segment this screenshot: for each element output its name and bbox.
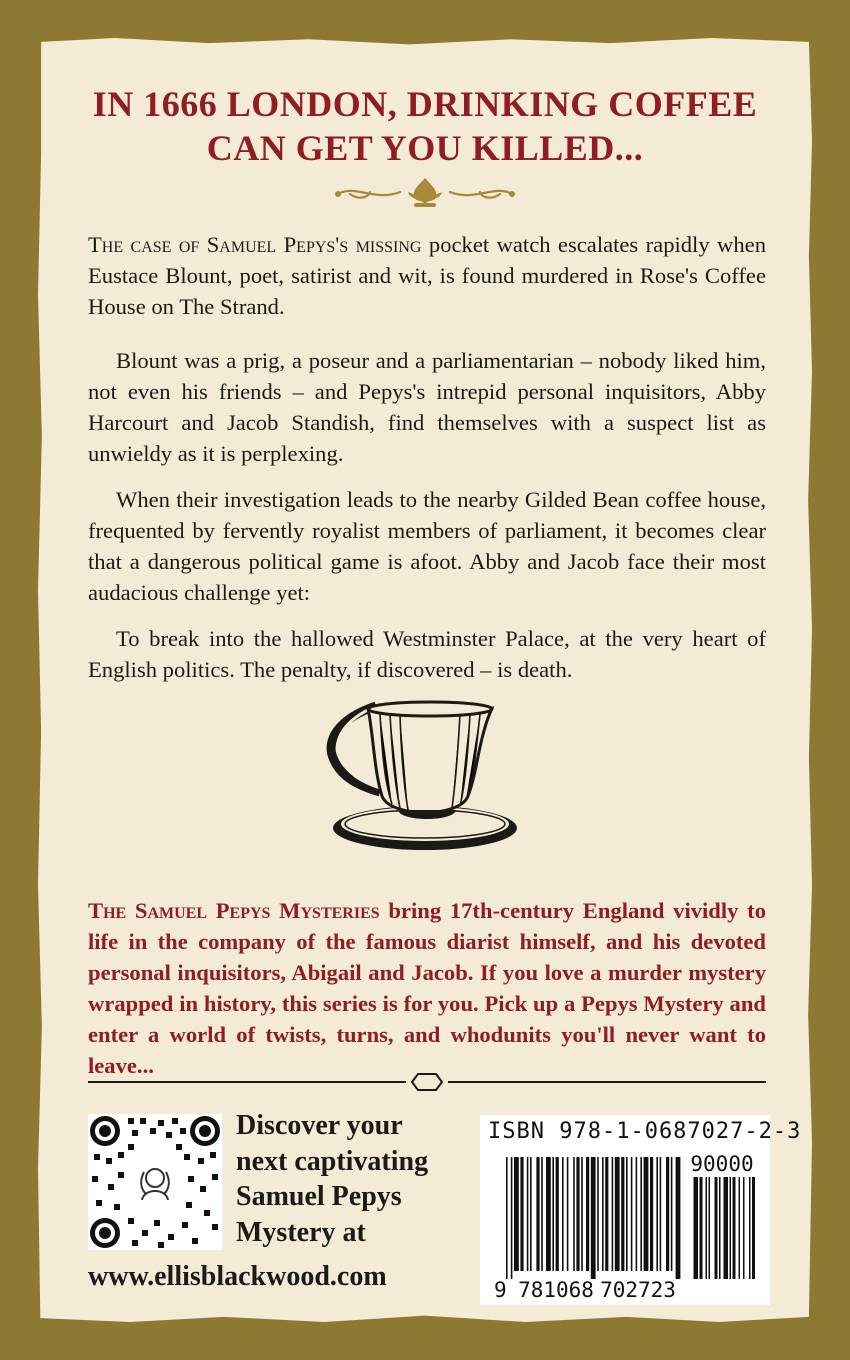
promo-line-1: Discover your <box>236 1110 403 1141</box>
blurb-paragraph-1-text: pocket watch escalates rapidly when Eustace Blount, poet, satirist and wit, is found murdered in Rose's Coffee House on The Strand. <box>88 232 766 319</box>
barcode-bar <box>546 1157 551 1271</box>
flourish-ornament-icon <box>330 172 520 212</box>
series-paragraph-text: bring 17th-century England vividly to life in the company of the famous diarist himself, and his devoted personal inquisitors, Abigail and Jacob. If you love a murder mystery wrapped in history, this series is for you. Pick up a Pepys Mystery and enter a world of twists, turns, and whodunits you'll never want to leave... <box>88 898 766 1078</box>
barcode-bar <box>530 1157 532 1271</box>
addon-bar <box>700 1177 703 1279</box>
blurb-paragraph-2: Blount was a prig, a poseur and a parliamentarian – nobody liked him, not even his friends – and Pepys's intrepid personal inquisitors, Abby Harcourt and Jacob Standish, find themselves with a suspect list as unwieldy as it is perplexing. <box>88 348 766 466</box>
promo-text <box>236 1108 466 1250</box>
barcode-bar <box>562 1157 564 1271</box>
addon-bar <box>724 1177 729 1279</box>
qr-code-icon <box>88 1114 222 1250</box>
barcode-bar <box>656 1157 658 1271</box>
barcode-bar <box>650 1157 653 1271</box>
promo-line-4: Mystery at <box>236 1216 366 1248</box>
addon-bar <box>709 1177 711 1279</box>
blurb-paragraph-4: To break into the hallowed Westminster Palace, at the very heart of English politics. The penalty, if discovered – is death. <box>88 626 766 682</box>
addon-bar <box>749 1177 751 1279</box>
promo-line-3: Samuel Pepys <box>236 1181 402 1212</box>
blurb-lead-smallcaps: The case of Samuel Pepys's missing <box>88 232 422 257</box>
barcode-bar <box>621 1157 624 1271</box>
barcode-bar <box>514 1157 519 1271</box>
barcode-bar <box>567 1157 569 1271</box>
addon-bar <box>706 1177 708 1279</box>
barcode-bar <box>511 1157 513 1279</box>
barcode-bar <box>573 1157 575 1271</box>
ean-barcode-bars <box>506 1157 680 1279</box>
barcode-right-digits: 702723 <box>600 1278 676 1301</box>
blurb-paragraph-1 <box>88 229 766 322</box>
barcode-bar <box>591 1157 596 1279</box>
barcode-panel <box>480 1115 802 1305</box>
website-link[interactable]: www.ellisblackwood.com <box>88 1261 387 1292</box>
barcode-bar <box>520 1157 523 1271</box>
barcode-bar <box>597 1157 599 1271</box>
barcode-bar <box>615 1157 620 1271</box>
barcode-bar <box>631 1157 633 1271</box>
barcode-bar <box>644 1157 649 1271</box>
barcode-bar <box>536 1157 539 1271</box>
addon-bar <box>739 1177 741 1279</box>
barcode-bar <box>506 1157 508 1279</box>
addon-bar <box>715 1177 718 1279</box>
barcode-bar <box>602 1157 604 1271</box>
headline-line-1: IN 1666 LONDON, DRINKING COFFEE <box>92 84 758 124</box>
price-code: 90000 <box>690 1153 754 1176</box>
isbn-label: ISBN 978-1-0687027-2-3 <box>488 1119 802 1144</box>
addon-bar <box>719 1177 721 1279</box>
headline-line-2: CAN GET YOU KILLED... <box>206 128 644 168</box>
series-title-smallcaps: The Samuel Pepys Mysteries <box>88 898 380 923</box>
addon-bar <box>743 1177 745 1279</box>
barcode-bar <box>552 1157 554 1271</box>
barcode-bar <box>605 1157 608 1271</box>
addon-bar <box>694 1177 699 1279</box>
barcode-bar <box>671 1157 673 1271</box>
barcode-bar <box>640 1157 642 1271</box>
addon-bar <box>730 1177 732 1279</box>
coffee-cup-illustration <box>320 700 520 860</box>
barcode-bar <box>626 1157 628 1271</box>
barcode-bar <box>541 1157 543 1271</box>
blurb-paragraph-3: When their investigation leads to the nearby Gilded Bean coffee house, frequented by fervently royalist members of parliament, it becomes clear that a dangerous political game is afoot. Abby and Jacob face their most audacious challenge yet: <box>88 487 766 605</box>
barcode-bar <box>527 1157 529 1271</box>
barcode <box>490 1153 762 1301</box>
barcode-bar <box>666 1157 669 1271</box>
promo-line-2: next captivating <box>236 1145 429 1177</box>
barcode-bar <box>556 1157 559 1271</box>
section-divider <box>88 1072 766 1092</box>
addon-bar <box>752 1177 755 1279</box>
barcode-first-digit: 9 <box>494 1278 507 1301</box>
barcode-bar <box>676 1157 681 1279</box>
barcode-bar <box>576 1157 579 1271</box>
barcode-left-digits: 781068 <box>518 1278 594 1301</box>
barcode-bar <box>660 1157 662 1271</box>
price-addon-bars <box>694 1177 756 1279</box>
series-paragraph <box>88 895 766 1081</box>
barcode-bar <box>586 1157 589 1271</box>
addon-bar <box>733 1177 736 1279</box>
barcode-bar <box>636 1157 638 1271</box>
barcode-bar <box>581 1157 583 1271</box>
barcode-bar <box>612 1157 614 1271</box>
